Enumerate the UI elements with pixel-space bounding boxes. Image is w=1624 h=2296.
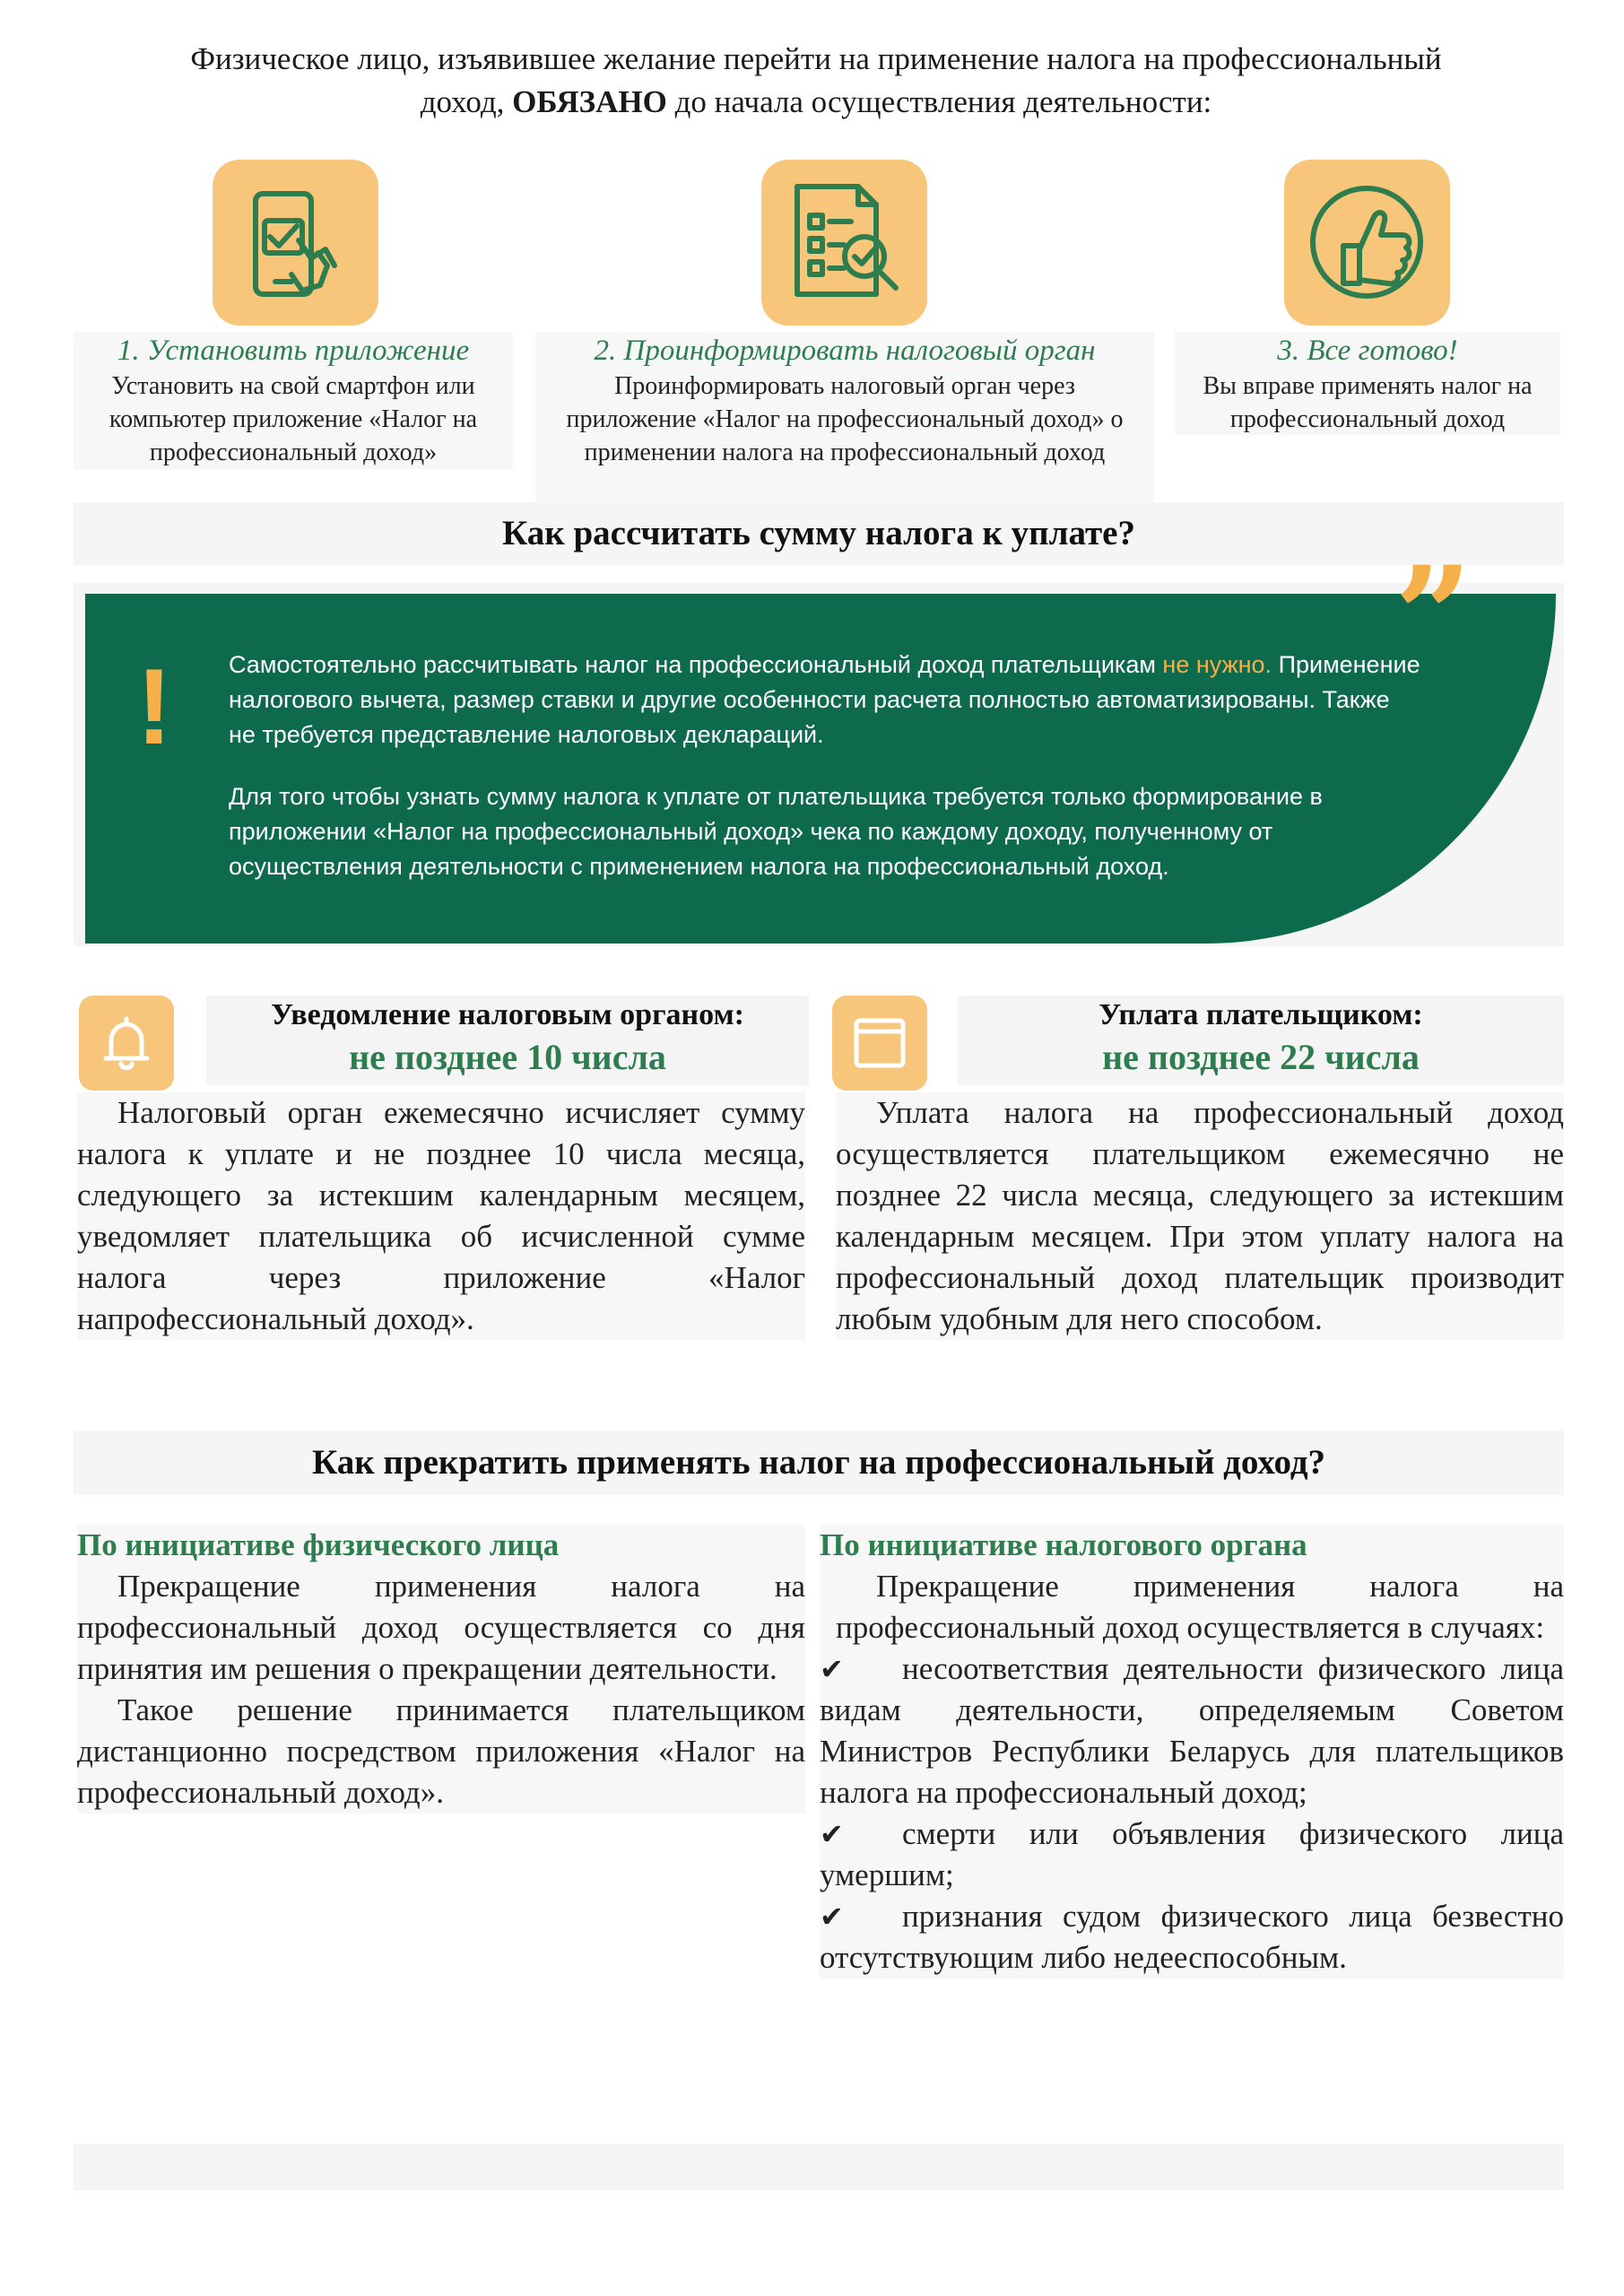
calc-text (229, 648, 1421, 911)
calc-heading: Как рассчитать сумму налога к уплате? (74, 502, 1564, 565)
stop-heading: Как прекратить применять налог на профессиональный доход? (74, 1431, 1564, 1495)
quote-icon: ” (1394, 537, 1472, 695)
check-icon: ✔ (820, 1900, 844, 1934)
phone-touch-icon (213, 160, 378, 326)
step-1 (74, 332, 513, 469)
calc-paragraph-2: Для того чтобы узнать сумму налога к уплате от плательщика требуется только формирование в приложении «Налог на профессиональный доход» чека по каждому доходу, полученному от осуществления деятельности с применением налога на профессиональный доход. (229, 783, 1323, 880)
step-2-title: 2. Проинформировать налоговый орган (594, 335, 1096, 367)
step-3-title: 3. Все готово! (1277, 335, 1458, 367)
intro-line-2-post: до начала осуществления деятельности: (666, 84, 1212, 119)
payment-paragraph: Уплата налога на профессиональный доход осуществляется плательщиком ежемесячно не позднее 22 числа месяца, следующего за истекшим календарным месяцем. При этом уплату налога на профессиональный доход плательщик производит любым удобным для него способом. (836, 1095, 1564, 1336)
step-2-body: Проинформировать налоговый орган через приложение «Налог на профессиональный доход» о применении налога на профессиональный доход (566, 372, 1124, 466)
bell-icon (79, 996, 174, 1091)
calc-paragraph-1 (229, 648, 1421, 752)
notify-body (77, 1092, 805, 1340)
notify-title: Уведомление налоговым органом: (271, 998, 744, 1031)
payment-deadline: не позднее 22 числа (1102, 1037, 1420, 1077)
thumbs-up-icon (1284, 160, 1450, 326)
notify-header (206, 996, 809, 1085)
stop-right (820, 1525, 1564, 1979)
calc-p1-a: Самостоятельно рассчитывать налог на профессиональный доход плательщикам (229, 651, 1163, 678)
stop-right-item-1-text: несоответствия деятельности физического лица видам деятельности, определяемым Советом Министров Республики Беларусь для плательщиков налога на профессиональный доход; (820, 1651, 1564, 1810)
intro-line-1: Физическое лицо, изъявившее желание перейти на применение налога на профессиональный (190, 41, 1442, 76)
step-3 (1175, 332, 1560, 435)
check-icon: ✔ (820, 1652, 844, 1686)
intro-line-2-pre: доход, (420, 84, 513, 119)
stop-left-title: По инициативе физического лица (77, 1527, 560, 1562)
stop-left-p1: Прекращение применения налога на профессиональный доход осуществляется со дня принятия им решения о прекращении деятельности. (77, 1569, 805, 1686)
stop-right-item-2 (820, 1813, 1564, 1896)
payment-header (958, 996, 1564, 1085)
footer-band (74, 2144, 1564, 2190)
stop-right-item-2-text: смерти или объявления физического лица умершим; (820, 1816, 1564, 1892)
stop-right-item-3 (820, 1896, 1564, 1979)
stop-left (77, 1525, 805, 1813)
step-3-body: Вы вправе применять налог на профессиональный доход (1203, 372, 1533, 433)
exclamation-icon: ! (136, 647, 172, 767)
check-icon: ✔ (820, 1817, 844, 1851)
payment-title: Уплата плательщиком: (1099, 998, 1423, 1031)
notify-deadline: не позднее 10 числа (349, 1037, 666, 1077)
stop-right-item-3-text: признания судом физического лица безвестно отсутствующим либо недееспособным. (820, 1899, 1564, 1975)
stop-right-item-1 (820, 1648, 1564, 1813)
document-check-icon (761, 160, 927, 326)
notify-paragraph: Налоговый орган ежемесячно исчисляет сумму налога к уплате и не позднее 10 числа месяца, следующего за истекшим календарным месяцем, уведомляет плательщика об исчисленной сумме налога через приложение «Налог напрофессиональный доход». (77, 1095, 805, 1336)
stop-right-intro: Прекращение применения налога на профессиональный доход осуществляется в случаях: (836, 1569, 1564, 1645)
intro-line-2 (81, 81, 1551, 124)
step-2 (535, 332, 1154, 504)
stop-right-title: По инициативе налогового органа (820, 1527, 1307, 1562)
payment-body (836, 1092, 1564, 1340)
step-1-body: Установить на свой смартфон или компьютер приложение «Налог на профессиональный доход» (109, 372, 478, 466)
calc-highlight: не нужно. (1162, 651, 1272, 678)
calc-p1-b: Применение налогового вычета, размер ставки и другие особенности расчета полностью автоматизированы. Также не требуется представление налоговых деклараций. (229, 651, 1420, 748)
intro-obliged: ОБЯЗАНО (512, 84, 667, 119)
intro-text (81, 38, 1551, 124)
step-1-title: 1. Установить приложение (117, 335, 470, 367)
stop-left-p2: Такое решение принимается плательщиком дистанционно посредством приложения «Налог на профессиональный доход». (77, 1692, 805, 1810)
calendar-icon (832, 996, 927, 1091)
